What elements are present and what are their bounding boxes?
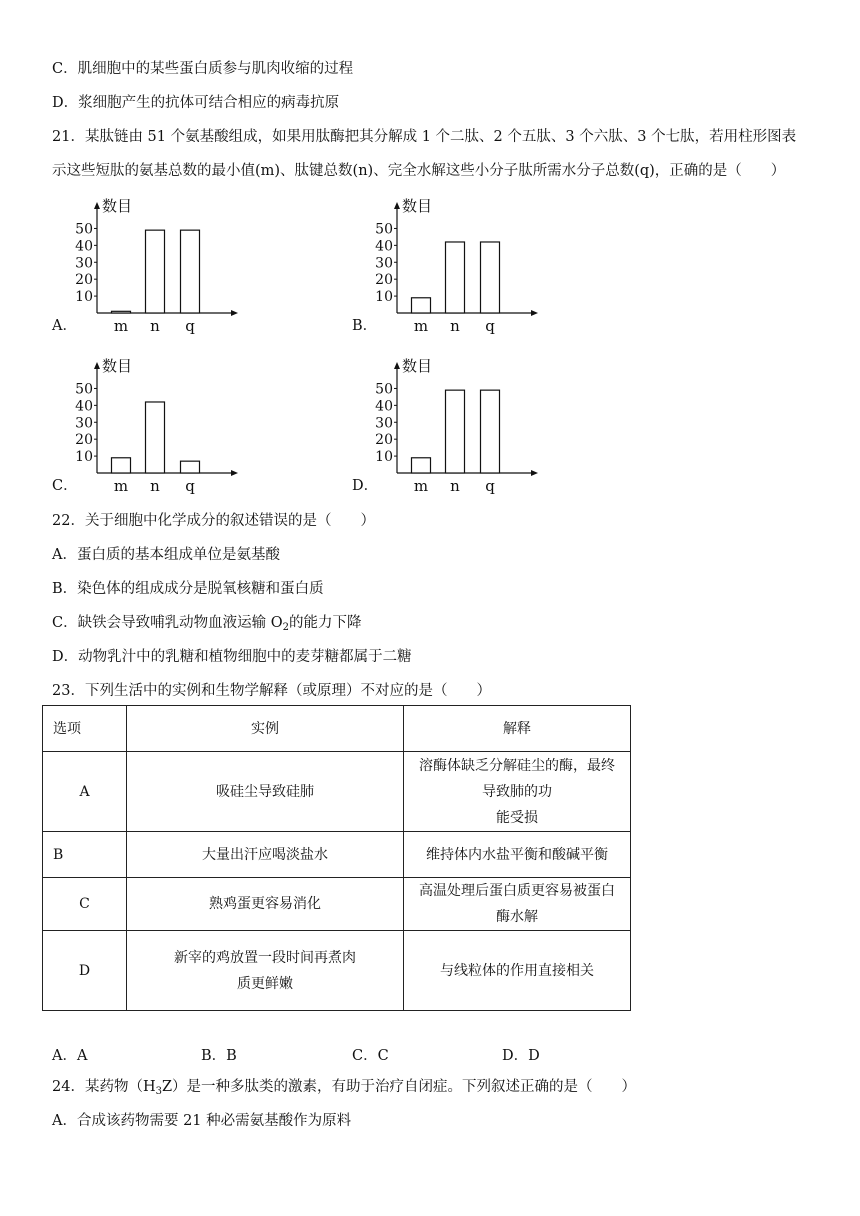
q23-answer-c: C．C (352, 1048, 389, 1064)
row-explain: 高温处理后蛋白质更容易被蛋白酶水解 (404, 878, 631, 931)
x-tick-label: n (450, 317, 460, 335)
q20-option-c: C．肌细胞中的某些蛋白质参与肌肉收缩的过程 (52, 61, 354, 77)
q21-stem-line2: 示这些短肽的氨基总数的最小值(m)、肽键总数(n)、完全水解这些小分子肽所需水分子总数(q)，正确的是（ ） (52, 163, 786, 179)
x-axis-arrow (531, 470, 538, 476)
y-axis-label: 数目 (402, 357, 433, 375)
table-row (43, 878, 631, 931)
x-tick-label: q (485, 477, 495, 495)
bar-n (146, 402, 165, 473)
q23-table (42, 705, 631, 1011)
y-tick-label: 40 (75, 398, 93, 415)
q24-stem: 24．某药物$(H_3Z)$是一种多肽类的激素，有助于治疗自闭症。下列叙述正确的是（ ） (52, 1079, 637, 1097)
bar-m (112, 311, 131, 313)
q22-option-c: C．缺铁会导致哺乳动物血液运输 $O_2$的能力下降 (52, 615, 362, 633)
x-axis-arrow (231, 310, 238, 316)
x-tick-label: n (150, 317, 160, 335)
y-axis-label: 数目 (402, 197, 433, 215)
y-tick-label: 10 (375, 449, 393, 466)
header-explain: 解释 (404, 706, 631, 752)
row-example: 熟鸡蛋更容易消化 (127, 878, 404, 931)
y-tick-label: 50 (375, 221, 393, 238)
y-tick-label: 40 (375, 238, 393, 255)
row-example: 大量出汗应喝淡盐水 (127, 832, 404, 878)
chart-option-c (52, 350, 252, 498)
row-option: A (43, 752, 127, 832)
x-tick-label: m (413, 317, 429, 335)
q21-stem-line1: 21．某肽链由 51 个氨基酸组成，如果用肽酶把其分解成 1 个二肽、2 个五肽、3 个六肽、3 个七肽，若用柱形图表 (52, 129, 797, 145)
x-tick-label: n (450, 477, 460, 495)
x-tick-label: n (150, 477, 160, 495)
header-option: 选项 (43, 706, 127, 752)
x-axis-arrow (531, 310, 538, 316)
x-tick-label: q (185, 317, 195, 335)
q22-stem: 22．关于细胞中化学成分的叙述错误的是（ ） (52, 513, 375, 529)
bar-n (446, 242, 465, 313)
q22-option-a: A．蛋白质的基本组成单位是氨基酸 (52, 547, 280, 563)
bar-q (181, 461, 200, 473)
y-tick-label: 10 (75, 449, 93, 466)
header-example: 实例 (127, 706, 404, 752)
x-tick-label: m (413, 477, 429, 495)
row-option: B (43, 832, 127, 878)
bar-m (112, 458, 131, 473)
y-tick-label: 30 (375, 255, 393, 272)
y-axis-arrow (94, 202, 100, 209)
row-explain: 维持体内水盐平衡和酸碱平衡 (404, 832, 631, 878)
x-tick-label: q (185, 477, 195, 495)
y-tick-label: 30 (375, 415, 393, 432)
bar-q (481, 242, 500, 313)
row-explain: 与线粒体的作用直接相关 (404, 931, 631, 1011)
q20-option-d: D．浆细胞产生的抗体可结合相应的病毒抗原 (52, 95, 340, 111)
y-axis-label: 数目 (102, 197, 133, 215)
q22-option-b: B．染色体的组成成分是脱氧核糖和蛋白质 (52, 581, 324, 597)
bar-q (181, 230, 200, 313)
y-tick-label: 10 (75, 289, 93, 306)
y-axis-arrow (394, 202, 400, 209)
bar-n (446, 390, 465, 473)
y-tick-label: 50 (375, 381, 393, 398)
chart-option-label: C． (52, 478, 78, 494)
bar-m (412, 298, 431, 313)
row-example: 吸硅尘导致硅肺 (127, 752, 404, 832)
y-axis-arrow (94, 362, 100, 369)
x-axis-arrow (231, 470, 238, 476)
q23-answer-a: A．A (52, 1048, 88, 1064)
y-tick-label: 50 (75, 221, 93, 238)
y-tick-label: 40 (375, 398, 393, 415)
q22-option-d: D．动物乳汁中的乳糖和植物细胞中的麦芽糖都属于二糖 (52, 649, 412, 665)
y-tick-label: 20 (75, 272, 93, 289)
row-explain: 溶酶体缺乏分解硅尘的酶，最终导致肺的功 能受损 (404, 752, 631, 832)
y-tick-label: 50 (75, 381, 93, 398)
table-row (43, 931, 631, 1011)
x-tick-label: m (113, 477, 129, 495)
chart-option-a (52, 190, 252, 338)
y-axis-arrow (394, 362, 400, 369)
y-tick-label: 30 (75, 415, 93, 432)
y-tick-label: 20 (375, 432, 393, 449)
y-tick-label: 10 (375, 289, 393, 306)
y-tick-label: 30 (75, 255, 93, 272)
chart-option-d (352, 350, 552, 498)
chart-option-b (352, 190, 552, 338)
chart-option-label: D． (352, 478, 379, 494)
table-row (43, 832, 631, 878)
bar-m (412, 458, 431, 473)
row-option: C (43, 878, 127, 931)
q23-stem: 23．下列生活中的实例和生物学解释（或原理）不对应的是（ ） (52, 683, 491, 699)
bar-q (481, 390, 500, 473)
x-tick-label: m (113, 317, 129, 335)
y-axis-label: 数目 (102, 357, 133, 375)
y-tick-label: 40 (75, 238, 93, 255)
x-tick-label: q (485, 317, 495, 335)
q23-answer-d: D．D (502, 1048, 540, 1064)
row-example: 新宰的鸡放置一段时间再煮肉 质更鲜嫩 (127, 931, 404, 1011)
bar-n (146, 230, 165, 313)
q24-option-a: A．合成该药物需要 21 种必需氨基酸作为原料 (52, 1113, 352, 1129)
table-row (43, 752, 631, 832)
chart-option-label: B． (352, 318, 378, 334)
chart-option-label: A． (52, 318, 77, 334)
q23-answer-b: B．B (201, 1048, 237, 1064)
row-option: D (43, 931, 127, 1011)
y-tick-label: 20 (75, 432, 93, 449)
table-header-row (43, 706, 631, 752)
y-tick-label: 20 (375, 272, 393, 289)
